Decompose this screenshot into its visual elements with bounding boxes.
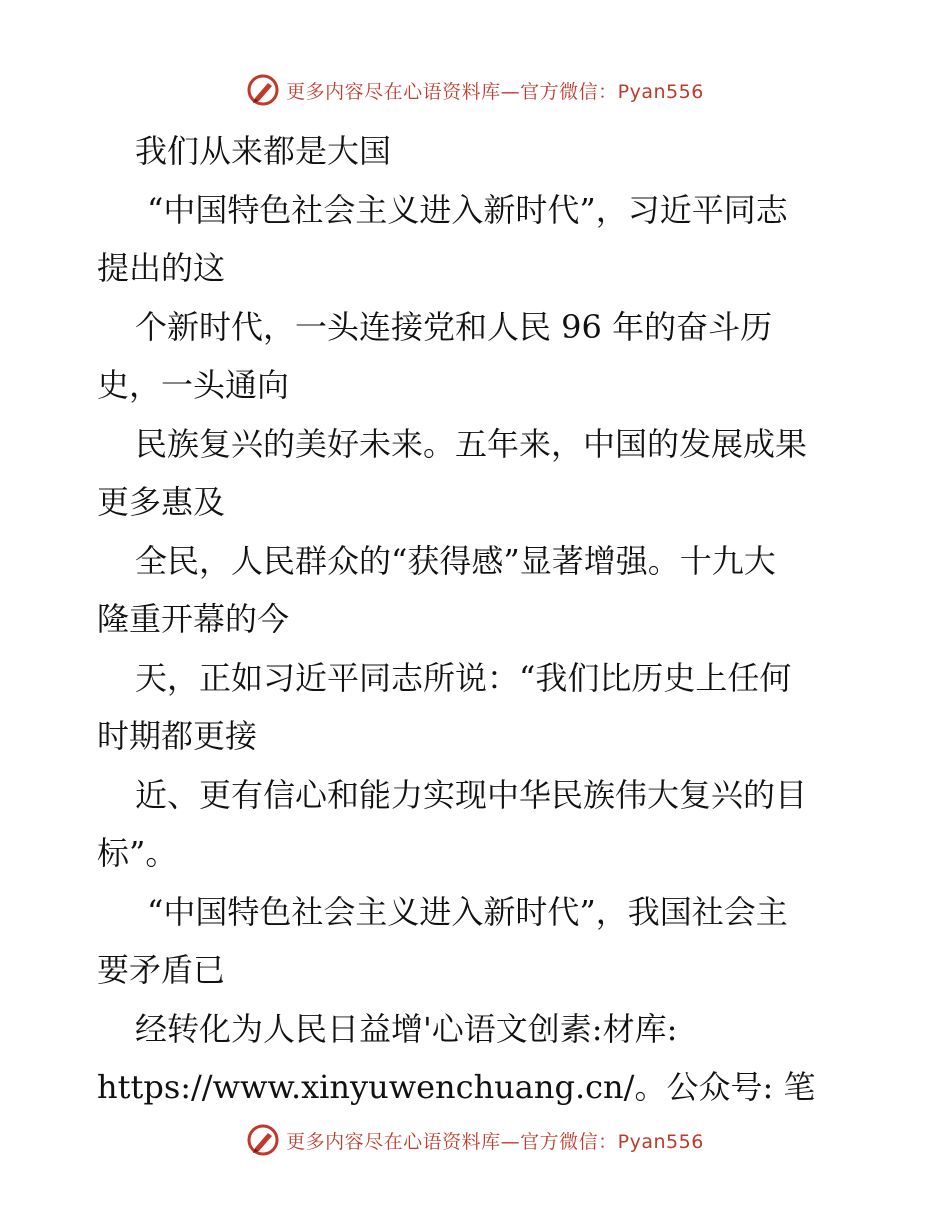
text-line: 时期都更接 <box>97 717 258 755</box>
footer-banner <box>0 1120 950 1160</box>
text-line: 全民，人民群众的“获得感”显著增强。十九大 <box>135 541 776 580</box>
text-line: 史，一头通向 <box>97 366 290 404</box>
text-line: 经转化为人民日益增'心语文创素:材库: <box>135 1009 678 1048</box>
text-line: 个新时代，一头连接党和人民 96 年的奋斗历 <box>135 307 773 346</box>
document-body <box>97 122 857 1117</box>
text-line: “中国特色社会主义进入新时代”，习近平同志 <box>147 190 788 229</box>
text-line: https://www.xinyuwenchuang.cn/。公众号: 笔 <box>97 1068 816 1106</box>
text-line: 我们从来都是大国 <box>135 132 392 170</box>
footer-banner-text: 更多内容尽在心语资料库—官方微信：Pyan556 <box>286 1130 704 1153</box>
pen-logo-icon <box>246 1123 280 1157</box>
text-line: 要矛盾已 <box>97 951 226 989</box>
text-line: 天，正如习近平同志所说：“我们比历史上任何 <box>135 658 792 697</box>
text-line: “中国特色社会主义进入新时代”，我国社会主 <box>147 892 788 931</box>
pen-logo-icon <box>246 73 280 107</box>
text-line: 隆重开幕的今 <box>97 600 290 638</box>
text-line: 民族复兴的美好未来。五年来，中国的发展成果 <box>135 424 808 463</box>
text-line: 标”。 <box>97 834 178 872</box>
text-line: 更多惠及 <box>97 483 226 521</box>
header-banner-text: 更多内容尽在心语资料库—官方微信：Pyan556 <box>286 80 704 103</box>
text-line: 提出的这 <box>97 249 226 287</box>
text-line: 近、更有信心和能力实现中华民族伟大复兴的目 <box>135 775 808 814</box>
header-banner <box>0 70 950 110</box>
